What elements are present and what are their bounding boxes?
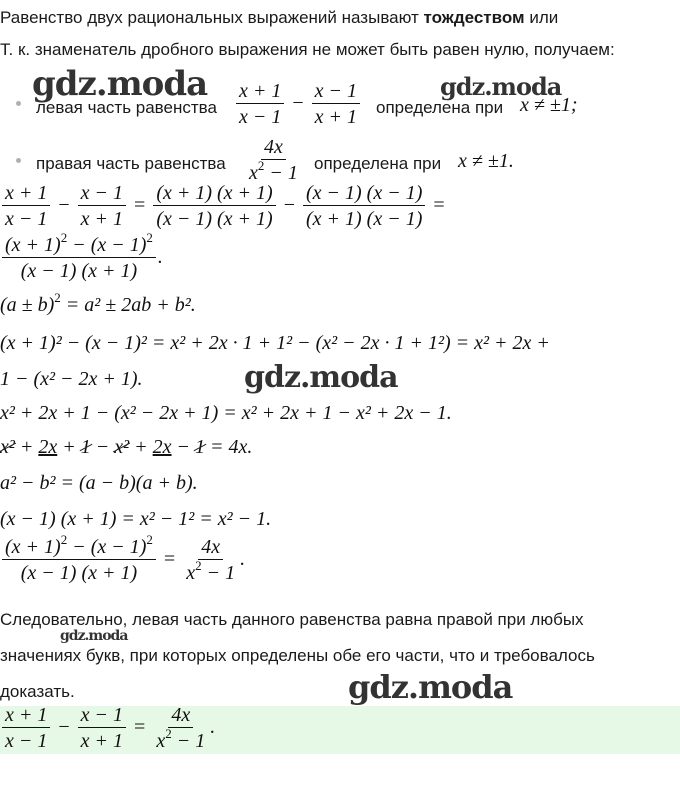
- intro-line-2: Т. к. знаменатель дробного выражения не может быть равен нулю, получаем:: [0, 40, 615, 59]
- equation-step-2: $\frac{(x + 1)^2 - (x - 1)^2}{(x - 1) (x + 1)}$ .: [0, 234, 163, 283]
- bullet-1-post: определена при: [376, 98, 504, 117]
- watermark: gdz.moda: [440, 72, 562, 101]
- watermark: gdz.moda: [348, 668, 513, 706]
- bullet-dot: [16, 158, 21, 163]
- bullet-2-condition: x ≠ ±1.: [458, 150, 514, 172]
- bullet-1-text: левая часть равенства: [36, 98, 217, 117]
- bullet-dot: [16, 101, 21, 106]
- watermark: gdz.moda: [32, 64, 208, 104]
- bullet-2-text: правая часть равенства: [36, 154, 226, 173]
- expansion-line-2: 1 − (x² − 2x + 1).: [0, 368, 143, 390]
- expansion-line-3: x² + 2x + 1 − (x² − 2x + 1) = x² + 2x + 1 − x² + 2x − 1.: [0, 402, 452, 424]
- watermark: gdz.moda: [60, 628, 128, 644]
- conclusion-line-3: доказать.: [0, 682, 75, 701]
- watermark: gdz.moda: [244, 360, 398, 395]
- equation-step-1: $\frac{x + 1}{x - 1}$ − $\frac{x - 1}{x + 1}$ = $\frac{(x + 1) (x + 1)}{(x - 1) (x + 1)}$ − $\frac{(x - 1) (x - 1)}{(x + 1) (x - 1)}$ =: [0, 182, 451, 231]
- cancellation-line: x² + 2x + 1 − x² + 2x − 1 = 4x.: [0, 436, 253, 458]
- equation-result: $\frac{(x + 1)^2 - (x - 1)^2}{(x - 1) (x + 1)}$ = $\frac{4x}{x^2 - 1}$ .: [0, 536, 245, 585]
- formula-difference: a² − b² = (a − b)(a + b).: [0, 472, 198, 494]
- conclusion-line-1: Следовательно, левая часть данного равенства равна правой при любых: [0, 610, 584, 629]
- bullet-2-expression: $\frac{4x}{x^2 - 1}$: [249, 136, 298, 184]
- final-identity: $\frac{x + 1}{x - 1}$ − $\frac{x - 1}{x + 1}$ = $\frac{4x}{x^2 - 1}$ .: [0, 704, 215, 753]
- bullet-1-condition: x ≠ ±1;: [520, 94, 578, 116]
- intro-line-1: Равенство двух рациональных выражений называют тождеством или: [0, 8, 559, 27]
- bullet-2-post: определена при: [314, 154, 442, 173]
- conclusion-line-2: значениях букв, при которых определены обе его части, что и требовалось: [0, 646, 595, 665]
- term-bold: тождеством: [423, 8, 525, 27]
- product-line: (x − 1) (x + 1) = x² − 1² = x² − 1.: [0, 508, 272, 530]
- formula-square: $(a \pm b)^2 = a^2 \pm 2ab + b^2$.: [0, 290, 196, 316]
- bullet-1-expression: $\frac{x + 1}{x - 1}$ − $\frac{x - 1}{x + 1}$: [234, 80, 362, 129]
- expansion-line-1: (x + 1)² − (x − 1)² = x² + 2x · 1 + 1² − (x² − 2x · 1 + 1²) = x² + 2x +: [0, 332, 550, 354]
